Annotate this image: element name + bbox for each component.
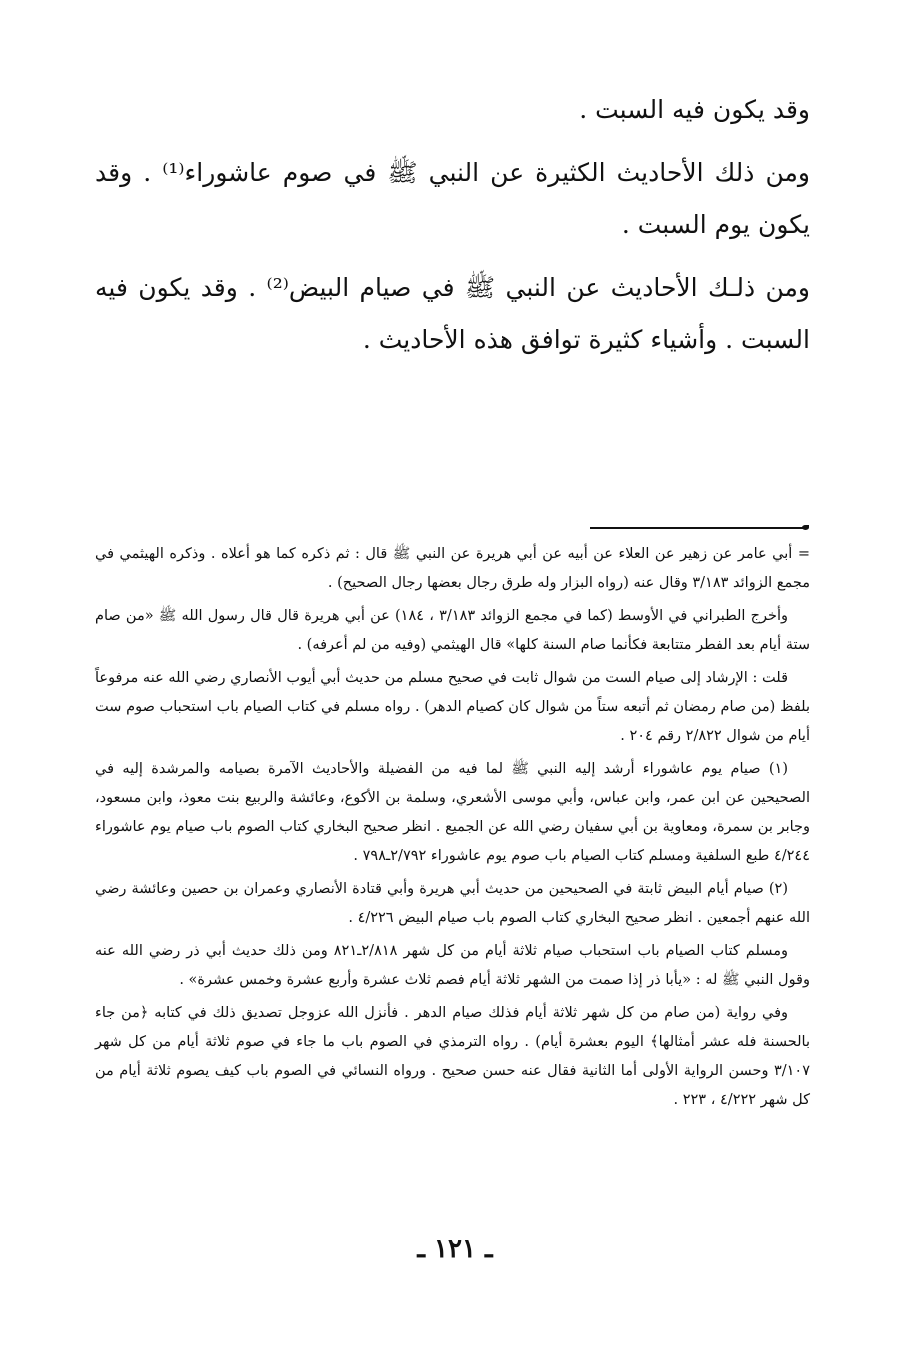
footnote-2: (٢) صيام أيام البيض ثابتة في الصحيحين من حديث أبي هريرة وأبي قتادة الأنصاري وعمران بن حصين وعائشة رضي الله عنهم أجمعين . انظر صحيح البخاري كتاب الصوم باب صيام البيض ٤/٢٢٦ . xyxy=(95,881,810,926)
main-paragraph-3: ومن ذلـك الأحاديث عن النبي ﷺ في صيام البيض⁽²⁾ . وقد يكون فيه السبت . وأشياء كثيرة توافق هذه الأحاديث . xyxy=(95,273,810,354)
footnote-separator xyxy=(590,527,805,529)
footnote-continuation: = أبي عامر عن زهير عن العلاء عن أبيه عن أبي هريرة عن النبي ﷺ قال : ثم ذكره كما هو أعلاه . وذكره الهيثمي في مجمع الزوائد ٣/١٨٣ وقال عنه (رواه البزار وله طرق رجال بعضها رجال الصحيح) . xyxy=(95,546,810,591)
footnote-1: (١) صيام يوم عاشوراء أرشد إليه النبي ﷺ لما فيه من الفضيلة والأحاديث الآمرة بصيامه والمرشدة إليه في الصحيحين عن ابن عمر، وابن عباس، وأبي موسى الأشعري، وسلمة بن الأكوع، وعائشة والربيع بنت معوذ، وابن مسعود، وجابر بن سمرة، ومعاوية بن أبي سفيان رضي الله عن الجميع . انظر صحيح البخاري كتاب الصوم باب صيام يوم عاشوراء ٤/٢٤٤ طبع السلفية ومسلم كتاب الصيام باب صوم يوم عاشوراء ٢/٧٩٢ـ٧٩٨ . xyxy=(95,761,810,864)
footnote-muslim: ومسلم كتاب الصيام باب استحباب صيام ثلاثة أيام من كل شهر ٢/٨١٨ـ٨٢١ ومن ذلك حديث أبي ذر رضي الله عنه وقول النبي ﷺ له : «يأبا ذر إذا صمت من الشهر ثلاثة أيام فصم ثلاث عشرة وأربع عشرة وخمس عشرة» . xyxy=(95,943,810,988)
footnote-irshad: قلت : الإرشاد إلى صيام الست من شوال ثابت في صحيح مسلم من حديث أبي أيوب الأنصاري رضي الله عنه مرفوعاً بلفظ (من صام رمضان ثم أتبعه ستاً من شوال كان كصيام الدهر) . رواه مسلم في كتاب الصيام باب استحباب صوم ست أيام من شوال ٢/٨٢٢ رقم ٢٠٤ . xyxy=(95,670,810,744)
footnote-riwaya: وفي رواية (من صام من كل شهر ثلاثة أيام فذلك صيام الدهر . فأنزل الله عزوجل تصديق ذلك في كتابه ﴿من جاء بالحسنة فله عشر أمثالها﴾ اليوم بعشرة أيام) . رواه الترمذي في الصوم باب ما جاء في صوم ثلاثة أيام من كل شهر ٣/١٠٧ وحسن الرواية الأولى أما الثانية فقال عنه حسن صحيح . ورواه النسائي في الصوم باب كيف يصوم ثلاثة أيام من كل شهر ٤/٢٢٢ ، ٢٢٣ . xyxy=(95,1005,810,1108)
main-paragraph-1: وقد يكون فيه السبت . xyxy=(579,95,810,124)
main-text xyxy=(95,84,810,377)
footnotes xyxy=(95,540,810,1119)
footnote-tabarani: وأخرج الطبراني في الأوسط (كما في مجمع الزوائد ٣/١٨٣ ، ١٨٤) عن أبي هريرة قال قال رسول الله ﷺ «من صام ستة أيام بعد الفطر متتابعة فكأنما صام السنة كلها» قال الهيثمي (وفيه من لم أعرفه) . xyxy=(95,608,810,653)
page-number: ـ ١٢١ ـ xyxy=(417,1234,493,1264)
main-paragraph-2: ومن ذلك الأحاديث الكثيرة عن النبي ﷺ في صوم عاشوراء⁽¹⁾ . وقد يكون يوم السبت . xyxy=(95,158,810,239)
